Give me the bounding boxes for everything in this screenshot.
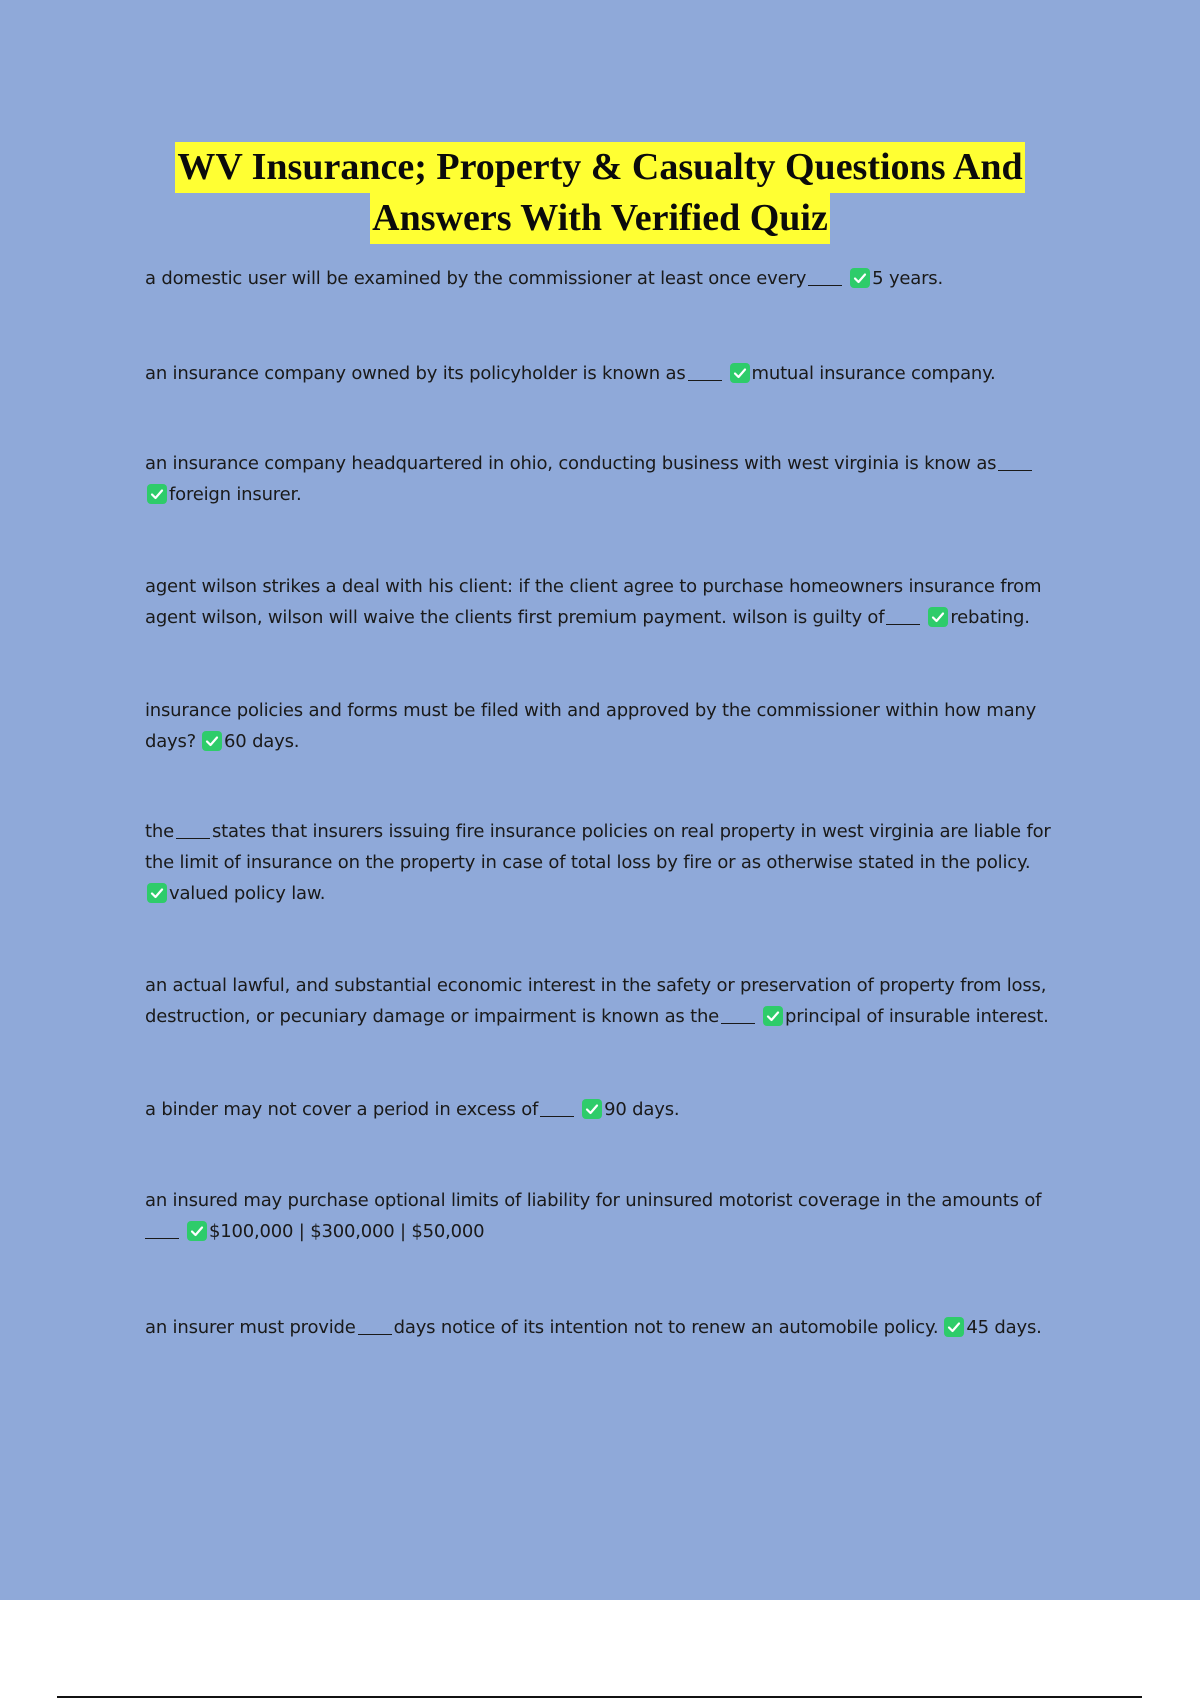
answer-blank [688, 364, 722, 381]
answer-text: 5 years. [872, 268, 944, 289]
question-text: an insurance company owned by its policyholder is known as [145, 363, 686, 384]
question-item [145, 448, 1085, 510]
check-mark-icon [147, 484, 167, 504]
question-text: a binder may not cover a period in excess of [145, 1099, 539, 1120]
answer-blank [998, 454, 1032, 471]
answer-text: 45 days. [966, 1317, 1042, 1338]
answer-blank [176, 822, 210, 839]
question-item [145, 816, 1085, 909]
answer-text: valued policy law. [169, 883, 326, 904]
answer-text: $100,000 | $300,000 | $50,000 [209, 1221, 485, 1242]
question-item [145, 263, 1085, 294]
check-mark-icon [202, 731, 222, 751]
answer-blank [145, 1222, 179, 1239]
question-text-continued: states that insurers issuing fire insurance policies on real property in west virginia are liable for the limit of insurance on the property in case of total loss by fire or as otherwise stated in the policy. [145, 821, 1051, 873]
check-mark-icon [187, 1221, 207, 1241]
check-mark-icon [850, 268, 870, 288]
question-item [145, 1185, 1085, 1247]
answer-text: principal of insurable interest. [785, 1006, 1049, 1027]
question-text: an insurer must provide [145, 1317, 356, 1338]
question-item [145, 358, 1085, 389]
check-mark-icon [147, 883, 167, 903]
check-mark-icon [730, 363, 750, 383]
question-text: a domestic user will be examined by the commissioner at least once every [145, 268, 807, 289]
answer-blank [358, 1318, 392, 1335]
answer-blank [721, 1007, 755, 1024]
answer-text: 90 days. [604, 1099, 680, 1120]
answer-text: mutual insurance company. [751, 363, 996, 384]
check-mark-icon [763, 1006, 783, 1026]
question-text: an actual lawful, and substantial economic interest in the safety or preservation of property from loss, destruction, or pecuniary damage or impairment is known as the [145, 975, 1047, 1027]
question-item [145, 1312, 1085, 1343]
title-line-2: Answers With Verified Quiz [370, 193, 830, 244]
question-text: the [145, 821, 174, 842]
question-text: insurance policies and forms must be filed with and approved by the commissioner within how many days? [145, 700, 1037, 752]
question-item [145, 970, 1085, 1032]
question-text-continued: days notice of its intention not to renew an automobile policy. [393, 1317, 939, 1338]
answer-blank [886, 608, 920, 625]
check-mark-icon [944, 1317, 964, 1337]
question-text: an insurance company headquartered in ohio, conducting business with west virginia is know as [145, 453, 997, 474]
answer-text: foreign insurer. [169, 484, 302, 505]
question-text: agent wilson strikes a deal with his client: if the client agree to purchase homeowners insurance from agent wilson, wilson will waive the clients first premium payment. wilson is guilty of [145, 576, 1042, 628]
check-mark-icon [928, 607, 948, 627]
question-item [145, 695, 1085, 757]
footer-divider [57, 1696, 1142, 1698]
document-title [0, 142, 1200, 244]
answer-blank [540, 1100, 574, 1117]
check-mark-icon [582, 1099, 602, 1119]
title-line-1: WV Insurance; Property & Casualty Questions And [175, 142, 1024, 193]
answer-text: 60 days. [224, 731, 300, 752]
answer-text: rebating. [950, 607, 1030, 628]
question-text: an insured may purchase optional limits of liability for uninsured motorist coverage in the amounts of [145, 1190, 1042, 1211]
question-item [145, 571, 1085, 633]
answer-blank [808, 269, 842, 286]
question-item [145, 1094, 1085, 1125]
